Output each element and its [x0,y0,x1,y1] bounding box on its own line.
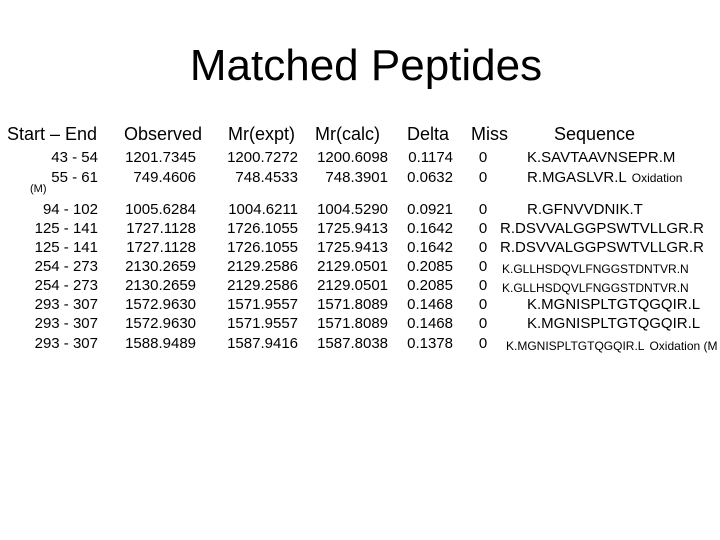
cell-miss: 0 [478,201,488,218]
cell-delta: 0.2085 [407,258,453,275]
cell-observed: 2130.2659 [125,277,196,294]
cell-sequence [527,169,720,187]
cell-miss: 0 [478,220,488,237]
header-mr-calc: Mr(calc) [315,124,380,144]
cell-sequence [500,239,720,257]
cell-sequence [527,315,720,333]
header-start-end: Start – End [7,124,98,144]
cell-sequence [527,296,720,314]
cell-delta: 0.1642 [407,239,453,256]
cell-mr-calc: 1571.8089 [317,315,388,332]
cell-mr-expt: 1571.9557 [227,315,298,332]
cell-sequence [502,260,720,278]
cell-mr-expt: 1571.9557 [227,296,298,313]
cell-delta: 0.2085 [407,277,453,294]
cell-mr-calc: 1004.5290 [317,201,388,218]
cell-range: 293 - 307 [34,296,98,313]
cell-mr-expt: 2129.2586 [227,258,298,275]
cell-sequence [506,337,720,355]
cell-mr-expt: 2129.2586 [227,277,298,294]
cell-mr-calc: 1587.8038 [317,335,388,352]
cell-mr-expt: 1587.9416 [227,335,298,352]
cell-delta: 0.1468 [407,296,453,313]
header-delta: Delta [407,124,450,144]
cell-delta: 0.1174 [408,149,453,166]
cell-mr-calc: 1725.9413 [317,239,388,256]
cell-range: 125 - 141 [34,220,98,237]
cell-miss: 0 [478,239,488,256]
sequence-text: R.GFNVVDNIK.T [527,201,643,218]
cell-mr-expt: 1726.1055 [227,220,298,237]
cell-range: 254 - 273 [34,258,98,275]
sequence-text: K.MGNISPLTGTQGQIR.L [527,315,701,332]
cell-miss: 0 [478,335,488,352]
cell-delta: 0.0921 [407,201,453,218]
cell-mr-expt: 1004.6211 [228,201,298,218]
header-observed: Observed [124,124,203,144]
cell-mr-calc: 2129.0501 [317,258,388,275]
cell-range: 94 - 102 [42,201,98,218]
header-sequence: Sequence [554,124,636,144]
cell-observed: 1201.7345 [125,149,196,166]
cell-range: 254 - 273 [34,277,98,294]
sequence-text: R.DSVVALGGPSWTVLLGR.R [500,220,704,237]
cell-observed: 1727.1128 [126,220,196,237]
header-miss: Miss [471,124,508,144]
cell-observed: 1572.9630 [125,296,196,313]
cell-miss: 0 [478,258,488,275]
cell-mr-calc: 1725.9413 [317,220,388,237]
cell-observed: 1572.9630 [125,315,196,332]
cell-mr-expt: 748.4533 [235,169,298,186]
modification-text: Oxidation [631,171,683,185]
cell-range: 293 - 307 [34,315,98,332]
cell-observed: 2130.2659 [125,258,196,275]
cell-mr-expt: 1200.7272 [227,149,298,166]
page-title: Matched Peptides [189,41,543,90]
cell-range: 293 - 307 [34,335,98,352]
sequence-text: K.GLLHSDQVLFNGGSTDNTVR.N [502,281,689,295]
modification-text: Oxidation (M [649,339,718,353]
sequence-text: R.MGASLVR.L [527,169,627,186]
sequence-text: K.SAVTAAVNSEPR.M [527,149,676,166]
sequence-text: R.DSVVALGGPSWTVLLGR.R [500,239,704,256]
sequence-text: K.MGNISPLTGTQGQIR.L [506,339,645,353]
cell-sequence [527,201,720,219]
cell-mr-calc: 1200.6098 [317,149,388,166]
cell-sequence [500,220,720,238]
header-mr-expt: Mr(expt) [228,124,295,144]
cell-range: 55 - 61 [51,169,98,186]
cell-range: 125 - 141 [34,239,98,256]
cell-delta: 0.1468 [407,315,453,332]
cell-mr-calc: 2129.0501 [317,277,388,294]
sequence-text: K.GLLHSDQVLFNGGSTDNTVR.N [502,262,689,276]
cell-mr-expt: 1726.1055 [227,239,298,256]
cell-miss: 0 [478,149,488,166]
cell-delta: 0.0632 [407,169,453,186]
cell-miss: 0 [478,169,488,186]
cell-miss: 0 [478,277,488,294]
sequence-text: K.MGNISPLTGTQGQIR.L [527,296,701,313]
cell-mr-calc: 1571.8089 [317,296,388,313]
cell-miss: 0 [478,296,488,313]
cell-mr-calc: 748.3901 [325,169,388,186]
cell-observed: 1588.9489 [125,335,196,352]
cell-sequence [502,279,720,297]
cell-miss: 0 [478,315,488,332]
cell-observed: 1005.6284 [125,201,196,218]
cell-range: 43 - 54 [51,149,98,166]
cell-observed: 749.4606 [133,169,196,186]
cell-delta: 0.1378 [407,335,453,352]
cell-sequence [527,149,720,167]
cell-delta: 0.1642 [407,220,453,237]
cell-observed: 1727.1128 [126,239,196,256]
range-note: (M) [30,183,47,195]
